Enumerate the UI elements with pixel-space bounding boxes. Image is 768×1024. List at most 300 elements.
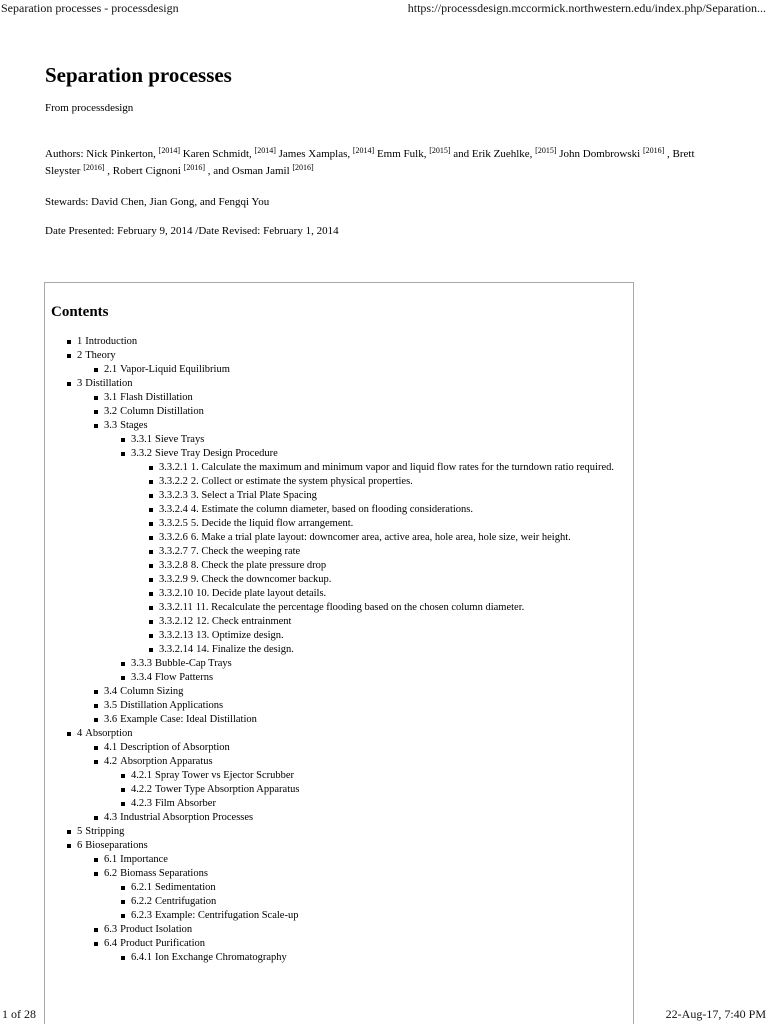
toc-label: Sedimentation	[155, 882, 216, 893]
bullet-icon	[94, 858, 98, 862]
toc-row	[51, 895, 627, 909]
toc-number: 3.3.3	[131, 658, 152, 669]
toc-row	[51, 335, 627, 349]
bullet-icon	[94, 718, 98, 722]
toc-number: 6.4.1	[131, 952, 152, 963]
toc-row	[51, 475, 627, 489]
toc-number: 6	[77, 840, 83, 851]
authors-label: Authors:	[45, 148, 84, 160]
bullet-icon	[121, 788, 125, 792]
bullet-icon	[149, 648, 153, 652]
toc-label: 2. Collect or estimate the system physical properties.	[190, 476, 413, 487]
toc-number: 3.4	[104, 686, 118, 697]
author-year-ref[interactable]: [2016]	[292, 163, 314, 172]
toc-label: 9. Check the downcomer backup.	[190, 574, 332, 585]
toc-item	[51, 685, 627, 699]
toc-label: Centrifugation	[155, 896, 217, 907]
toc-item	[51, 755, 627, 811]
toc-number: 4.2.3	[131, 798, 152, 809]
toc-link[interactable]	[104, 363, 230, 377]
toc-label: Absorption Apparatus	[120, 756, 213, 767]
bullet-icon	[121, 914, 125, 918]
toc-row	[51, 657, 627, 671]
toc-row	[51, 587, 627, 601]
toc-item	[51, 629, 627, 643]
toc-row	[51, 643, 627, 657]
toc-row	[51, 559, 627, 573]
toc-item	[51, 797, 627, 811]
toc-item	[51, 433, 627, 447]
toc-item	[51, 937, 627, 965]
bullet-icon	[67, 382, 71, 386]
toc-row	[51, 391, 627, 405]
from-line: From processdesign	[45, 102, 134, 114]
bullet-icon	[149, 634, 153, 638]
toc-number: 2	[77, 350, 83, 361]
toc-number: 4.2	[104, 756, 118, 767]
toc-link[interactable]	[104, 741, 230, 755]
toc-link[interactable]	[104, 755, 213, 769]
toc-number: 3.3	[104, 420, 118, 431]
toc-item	[51, 839, 627, 965]
toc-link[interactable]	[104, 923, 192, 937]
toc-label: Importance	[120, 854, 168, 865]
toc-row	[51, 671, 627, 685]
toc-level-2-list	[51, 363, 627, 377]
toc-link[interactable]	[131, 783, 299, 797]
author-year-ref[interactable]: [2015]	[429, 146, 451, 155]
author-name: Karen Schmidt,	[180, 148, 255, 160]
toc-link[interactable]	[131, 881, 216, 895]
toc-row	[51, 363, 627, 377]
toc-level-3-list	[51, 881, 627, 923]
toc-number: 4.2.2	[131, 784, 152, 795]
toc-item	[51, 419, 627, 685]
toc-label: Introduction	[85, 336, 138, 347]
toc-link[interactable]	[131, 909, 298, 923]
toc-number: 3.6	[104, 714, 118, 725]
toc-item	[51, 895, 627, 909]
toc-item	[51, 363, 627, 377]
toc-item	[51, 531, 627, 545]
toc-item	[51, 643, 627, 657]
toc-item	[51, 587, 627, 601]
toc-link[interactable]	[104, 853, 168, 867]
toc-link[interactable]	[159, 587, 326, 601]
bullet-icon	[94, 872, 98, 876]
toc-label: Example Case: Ideal Distillation	[120, 714, 257, 725]
bullet-icon	[67, 732, 71, 736]
toc-number: 3.3.2.6	[159, 532, 188, 543]
bullet-icon	[94, 760, 98, 764]
toc-link[interactable]	[159, 601, 524, 615]
toc-row	[51, 951, 627, 965]
toc-item	[51, 391, 627, 405]
article-content	[45, 60, 735, 239]
toc-link[interactable]	[159, 545, 300, 559]
toc-label: Biomass Separations	[120, 868, 208, 879]
toc-item	[51, 713, 627, 727]
toc-label: Sieve Tray Design Procedure	[155, 448, 278, 459]
toc-item	[51, 811, 627, 825]
bullet-icon	[67, 340, 71, 344]
toc-link[interactable]	[131, 769, 294, 783]
toc-link[interactable]	[159, 573, 331, 587]
toc-item	[51, 517, 627, 531]
authors-line	[45, 146, 715, 180]
toc-row	[51, 447, 627, 461]
toc-label: Stages	[120, 420, 148, 431]
toc-item	[51, 447, 627, 657]
author-year-ref[interactable]: [2015]	[535, 146, 557, 155]
toc-level-3-list	[51, 433, 627, 685]
toc-label: 14. Finalize the design.	[196, 644, 294, 655]
toc-row	[51, 699, 627, 713]
toc-label: Column Sizing	[120, 686, 184, 697]
toc-row	[51, 419, 627, 433]
toc-row	[51, 349, 627, 363]
author-name: Emm Fulk,	[374, 148, 430, 160]
toc-row	[51, 783, 627, 797]
toc-number: 3.3.2.10	[159, 588, 194, 599]
toc-item	[51, 335, 627, 349]
toc-label: 10. Decide plate layout details.	[196, 588, 327, 599]
toc-link[interactable]	[159, 475, 413, 489]
toc-row	[51, 811, 627, 825]
toc-row	[51, 867, 627, 881]
toc-row	[51, 503, 627, 517]
toc-number: 4.1	[104, 742, 118, 753]
toc-label: Product Isolation	[120, 924, 193, 935]
toc-item	[51, 867, 627, 923]
toc-item	[51, 615, 627, 629]
toc-label: Industrial Absorption Processes	[120, 812, 254, 823]
toc-label: Vapor-Liquid Equilibrium	[120, 364, 230, 375]
bullet-icon	[94, 690, 98, 694]
toc-row	[51, 601, 627, 615]
toc-number: 6.1	[104, 854, 118, 865]
bullet-icon	[94, 396, 98, 400]
toc-link[interactable]	[159, 517, 353, 531]
toc-level-2-list	[51, 741, 627, 825]
toc-row	[51, 881, 627, 895]
toc-item	[51, 377, 627, 727]
toc-row	[51, 769, 627, 783]
toc-level-1-list	[51, 335, 627, 965]
bullet-icon	[94, 424, 98, 428]
toc-label: Bubble-Cap Trays	[155, 658, 232, 669]
author-name: , and Osman Jamil	[205, 165, 293, 177]
toc-link[interactable]	[104, 713, 257, 727]
toc-link[interactable]	[77, 377, 133, 391]
toc-number: 3.3.2.14	[159, 644, 194, 655]
toc-number: 3.3.2.8	[159, 560, 188, 571]
toc-item	[51, 461, 627, 475]
toc-number: 6.2.3	[131, 910, 152, 921]
toc-number: 6.2	[104, 868, 118, 879]
toc-row	[51, 713, 627, 727]
toc-row	[51, 461, 627, 475]
toc-link[interactable]	[104, 699, 223, 713]
toc-level-3-list	[51, 951, 627, 965]
author-year-ref[interactable]: [2014]	[352, 146, 375, 155]
toc-item	[51, 503, 627, 517]
toc-label: 1. Calculate the maximum and minimum vapor and liquid flow rates for the turndown ratio required.	[190, 462, 614, 473]
toc-row	[51, 937, 627, 951]
bullet-icon	[149, 564, 153, 568]
toc-link[interactable]	[159, 503, 473, 517]
toc-level-2-list	[51, 391, 627, 727]
bullet-icon	[121, 774, 125, 778]
toc-number: 3	[77, 378, 83, 389]
toc-label: 13. Optimize design.	[196, 630, 284, 641]
toc-link[interactable]	[131, 447, 278, 461]
toc-label: 5. Decide the liquid flow arrangement.	[190, 518, 354, 529]
toc-number: 3.1	[104, 392, 118, 403]
toc-label: Flow Patterns	[155, 672, 214, 683]
bullet-icon	[121, 886, 125, 890]
bullet-icon	[121, 662, 125, 666]
toc-item	[51, 909, 627, 923]
toc-link[interactable]	[131, 433, 204, 447]
toc-link[interactable]	[159, 461, 614, 475]
table-of-contents	[44, 282, 634, 1024]
toc-item	[51, 349, 627, 377]
bullet-icon	[94, 816, 98, 820]
toc-number: 3.5	[104, 700, 118, 711]
bullet-icon	[149, 536, 153, 540]
toc-label: Theory	[85, 350, 116, 361]
author-year-ref[interactable]: [2016]	[183, 163, 205, 172]
toc-link[interactable]	[159, 559, 326, 573]
toc-link[interactable]	[131, 657, 232, 671]
bullet-icon	[121, 900, 125, 904]
stewards-line: Stewards: David Chen, Jian Gong, and Fengqi You	[45, 196, 270, 208]
toc-number: 3.3.2.7	[159, 546, 188, 557]
toc-row	[51, 797, 627, 811]
toc-number: 4	[77, 728, 83, 739]
toc-link[interactable]	[131, 951, 287, 965]
toc-row	[51, 489, 627, 503]
toc-item	[51, 671, 627, 685]
toc-number: 3.3.2.11	[159, 602, 193, 613]
toc-item	[51, 559, 627, 573]
toc-row	[51, 615, 627, 629]
toc-number: 3.3.2.1	[159, 462, 188, 473]
dates-line: Date Presented: February 9, 2014 /Date Revised: February 1, 2014	[45, 225, 339, 237]
toc-number: 3.3.2.2	[159, 476, 188, 487]
bullet-icon	[94, 410, 98, 414]
toc-item	[51, 727, 627, 825]
toc-link[interactable]	[104, 419, 148, 433]
toc-row	[51, 839, 627, 853]
toc-link[interactable]	[77, 335, 137, 349]
bullet-icon	[67, 844, 71, 848]
toc-number: 3.2	[104, 406, 118, 417]
toc-number: 3.3.2.9	[159, 574, 188, 585]
toc-row	[51, 727, 627, 741]
toc-row	[51, 909, 627, 923]
toc-number: 2.1	[104, 364, 118, 375]
toc-item	[51, 475, 627, 489]
toc-number: 5	[77, 826, 83, 837]
toc-link[interactable]	[131, 895, 216, 909]
toc-level-4-list	[51, 461, 627, 657]
toc-link[interactable]	[104, 405, 204, 419]
bullet-icon	[67, 830, 71, 834]
toc-link[interactable]	[104, 937, 205, 951]
toc-row	[51, 629, 627, 643]
bullet-icon	[121, 676, 125, 680]
toc-item	[51, 853, 627, 867]
toc-number: 4.2.1	[131, 770, 152, 781]
toc-label: Distillation	[85, 378, 133, 389]
toc-link[interactable]	[159, 615, 291, 629]
author-year-ref[interactable]: [2014]	[254, 146, 276, 155]
toc-row	[51, 531, 627, 545]
toc-item	[51, 769, 627, 783]
toc-item	[51, 545, 627, 559]
toc-list	[51, 335, 627, 965]
author-year-ref[interactable]: [2016]	[642, 146, 665, 155]
author-name: , Brett Sleyster	[45, 148, 695, 177]
bullet-icon	[67, 354, 71, 358]
toc-number: 3.3.2.4	[159, 504, 188, 515]
toc-item	[51, 923, 627, 937]
author-name: and Erik Zuehlke,	[450, 148, 536, 160]
toc-link[interactable]	[104, 811, 253, 825]
toc-link[interactable]	[77, 727, 133, 741]
print-page-count: 1 of 28	[2, 1007, 36, 1021]
toc-row	[51, 741, 627, 755]
toc-number: 6.3	[104, 924, 118, 935]
toc-item	[51, 825, 627, 839]
toc-label: 4. Estimate the column diameter, based on flooding considerations.	[190, 504, 474, 515]
author-year-ref[interactable]: [2016]	[83, 163, 105, 172]
toc-item	[51, 881, 627, 895]
bullet-icon	[149, 466, 153, 470]
toc-link[interactable]	[159, 531, 571, 545]
toc-item	[51, 405, 627, 419]
toc-label: 8. Check the plate pressure drop	[190, 560, 327, 571]
toc-link[interactable]	[104, 391, 193, 405]
toc-label: Bioseparations	[85, 840, 148, 851]
toc-item	[51, 783, 627, 797]
toc-number: 3.3.2.5	[159, 518, 188, 529]
toc-label: 3. Select a Trial Plate Spacing	[190, 490, 317, 501]
print-header	[0, 0, 768, 18]
toc-label: 11. Recalculate the percentage flooding based on the chosen column diameter.	[195, 602, 525, 613]
author-names	[45, 148, 695, 177]
toc-link[interactable]	[159, 643, 294, 657]
author-name: James Xamplas,	[275, 148, 353, 160]
toc-item	[51, 741, 627, 755]
bullet-icon	[94, 368, 98, 372]
bullet-icon	[94, 942, 98, 946]
toc-item	[51, 699, 627, 713]
toc-number: 3.3.1	[131, 434, 152, 445]
bullet-icon	[149, 578, 153, 582]
toc-row	[51, 853, 627, 867]
toc-item	[51, 657, 627, 671]
toc-label: 7. Check the weeping rate	[190, 546, 301, 557]
bullet-icon	[149, 592, 153, 596]
toc-label: Distillation Applications	[120, 700, 224, 711]
print-date: 22-Aug-17, 7:40 PM	[665, 1007, 766, 1021]
bullet-icon	[121, 438, 125, 442]
toc-label: Absorption	[85, 728, 133, 739]
toc-link[interactable]	[77, 349, 116, 363]
bullet-icon	[121, 452, 125, 456]
bullet-icon	[149, 620, 153, 624]
toc-number: 3.3.2	[131, 448, 152, 459]
toc-level-2-list	[51, 853, 627, 965]
bullet-icon	[94, 928, 98, 932]
bullet-icon	[149, 606, 153, 610]
toc-row	[51, 405, 627, 419]
bullet-icon	[149, 508, 153, 512]
toc-link[interactable]	[104, 685, 183, 699]
toc-link[interactable]	[159, 629, 284, 643]
toc-number: 4.3	[104, 812, 118, 823]
bullet-icon	[149, 550, 153, 554]
toc-link[interactable]	[77, 825, 124, 839]
toc-label: Description of Absorption	[120, 742, 230, 753]
toc-label: Column Distillation	[120, 406, 204, 417]
toc-label: Film Absorber	[155, 798, 216, 809]
toc-link[interactable]	[104, 867, 208, 881]
toc-link[interactable]	[77, 839, 148, 853]
toc-row	[51, 825, 627, 839]
toc-row	[51, 685, 627, 699]
author-name: , Robert Cignoni	[104, 165, 184, 177]
toc-number: 3.3.4	[131, 672, 152, 683]
toc-number: 6.2.1	[131, 882, 152, 893]
print-footer	[0, 1006, 768, 1024]
toc-link[interactable]	[159, 489, 317, 503]
toc-link[interactable]	[131, 671, 213, 685]
toc-number: 6.4	[104, 938, 118, 949]
toc-item	[51, 951, 627, 965]
toc-title: Contents	[51, 304, 109, 320]
toc-label: Stripping	[85, 826, 125, 837]
toc-label: 6. Make a trial plate layout: downcomer area, active area, hole area, hole size, weir height.	[190, 532, 571, 543]
print-page-title: Separation processes - processdesign	[1, 1, 179, 15]
toc-row	[51, 755, 627, 769]
toc-link[interactable]	[131, 797, 216, 811]
bullet-icon	[149, 494, 153, 498]
toc-item	[51, 601, 627, 615]
bullet-icon	[94, 704, 98, 708]
toc-number: 3.3.2.3	[159, 490, 188, 501]
toc-label: Ion Exchange Chromatography	[155, 952, 287, 963]
toc-row	[51, 573, 627, 587]
bullet-icon	[149, 522, 153, 526]
author-year-ref[interactable]: [2014]	[158, 146, 180, 155]
toc-number: 6.2.2	[131, 896, 152, 907]
bullet-icon	[94, 746, 98, 750]
toc-label: Example: Centrifugation Scale-up	[155, 910, 299, 921]
toc-number: 1	[77, 336, 83, 347]
page-title: Separation processes	[45, 63, 232, 87]
toc-row	[51, 377, 627, 391]
print-url[interactable]: https://processdesign.mccormick.northwestern.edu/index.php/Separation...	[407, 1, 766, 15]
toc-level-3-list	[51, 769, 627, 811]
toc-label: Flash Distillation	[120, 392, 193, 403]
toc-row	[51, 433, 627, 447]
toc-item	[51, 573, 627, 587]
toc-number: 3.3.2.13	[159, 630, 194, 641]
